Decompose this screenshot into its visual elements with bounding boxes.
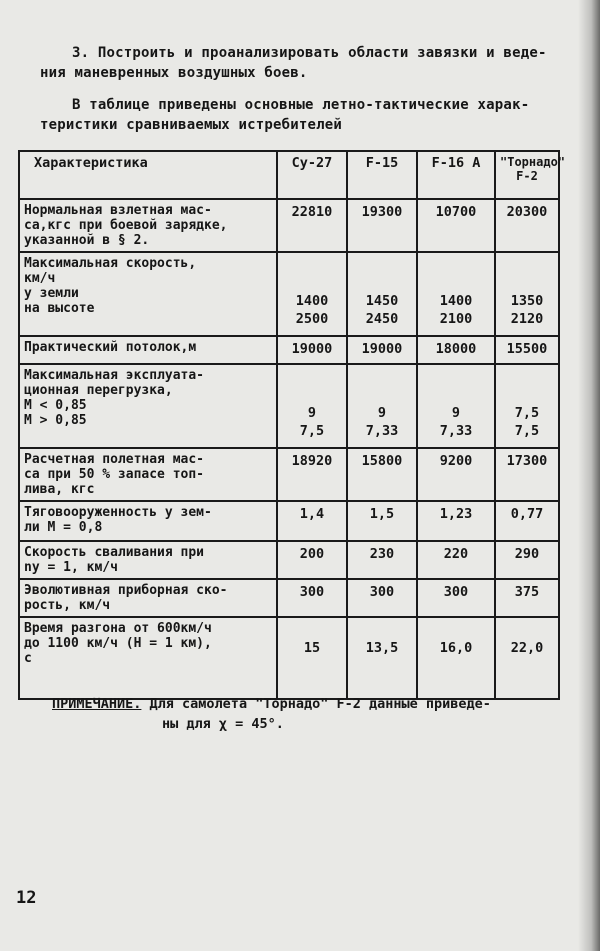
- intro-line-4: теристики сравниваемых истребителей: [40, 117, 343, 133]
- intro-line-2: ния маневренных воздушных боев.: [40, 65, 308, 81]
- cell-su27: 9 7,5: [277, 364, 347, 448]
- cell-su27: 1400 2500: [277, 252, 347, 336]
- cell-su27: 22810: [277, 199, 347, 252]
- cell-tornado: 20300: [495, 199, 559, 252]
- cell-tornado: 7,5 7,5: [495, 364, 559, 448]
- header-characteristic: Характеристика: [19, 151, 277, 199]
- row-label: Максимальная эксплуата- ционная перегрузка, М < 0,85 М > 0,85: [19, 364, 277, 448]
- cell-tornado: 290: [495, 541, 559, 579]
- cell-f16a: 9 7,33: [417, 364, 495, 448]
- cell-f15: 1450 2450: [347, 252, 417, 336]
- table-row: [19, 336, 559, 364]
- page-number: 12: [16, 888, 37, 908]
- fighter-characteristics-table: [18, 150, 566, 700]
- row-label: Время разгона от 600км/ч до 1100 км/ч (Н = 1 км), с: [19, 617, 277, 699]
- cell-tornado: 1350 2120: [495, 252, 559, 336]
- header-tornado: "Торнадо" F-2: [495, 151, 559, 199]
- cell-tornado: 22,0: [495, 617, 559, 699]
- table-row: [19, 617, 559, 699]
- cell-f16a: 10700: [417, 199, 495, 252]
- row-label: Максимальная скорость, км/ч у земли на высоте: [19, 252, 277, 336]
- row-label: Расчетная полетная мас- са при 50 % запасе топ- лива, кгс: [19, 448, 277, 501]
- cell-tornado: 0,77: [495, 501, 559, 541]
- intro-line-1: 3. Построить и проанализировать области завязки и веде-: [72, 45, 547, 61]
- table-row: [19, 448, 559, 501]
- cell-f16a: 1,23: [417, 501, 495, 541]
- table-row: [19, 364, 559, 448]
- table-row: [19, 541, 559, 579]
- cell-f15: 300: [347, 579, 417, 617]
- intro-line-3: В таблице приведены основные летно-тактические харак-: [72, 97, 530, 113]
- row-label: Практический потолок,м: [19, 336, 277, 364]
- table-row: [19, 501, 559, 541]
- table-header-row: [19, 151, 559, 199]
- table-row: [19, 579, 559, 617]
- cell-f16a: 1400 2100: [417, 252, 495, 336]
- row-label: Эволютивная приборная ско- рость, км/ч: [19, 579, 277, 617]
- row-label: Скорость сваливания при ny = 1, км/ч: [19, 541, 277, 579]
- table-note: [52, 694, 491, 734]
- note-text-2: ны для χ = 45°.: [162, 716, 284, 732]
- row-label: Нормальная взлетная мас- са,кгс при боевой зарядке, указанной в § 2.: [19, 199, 277, 252]
- cell-f16a: 18000: [417, 336, 495, 364]
- scan-edge-shadow: [578, 0, 600, 951]
- cell-su27: 200: [277, 541, 347, 579]
- cell-su27: 15: [277, 617, 347, 699]
- cell-f15: 230: [347, 541, 417, 579]
- cell-f15: 15800: [347, 448, 417, 501]
- table-row: [19, 252, 559, 336]
- cell-f16a: 300: [417, 579, 495, 617]
- cell-su27: 1,4: [277, 501, 347, 541]
- cell-f15: 19000: [347, 336, 417, 364]
- cell-su27: 18920: [277, 448, 347, 501]
- note-label: ПРИМЕЧАНИЕ.: [52, 696, 142, 712]
- row-label: Тяговооруженность у зем- ли М = 0,8: [19, 501, 277, 541]
- cell-tornado: 15500: [495, 336, 559, 364]
- cell-tornado: 17300: [495, 448, 559, 501]
- cell-f16a: 16,0: [417, 617, 495, 699]
- header-f15: F-15: [347, 151, 417, 199]
- cell-f15: 19300: [347, 199, 417, 252]
- cell-f16a: 220: [417, 541, 495, 579]
- cell-f16a: 9200: [417, 448, 495, 501]
- header-su27: Су-27: [277, 151, 347, 199]
- cell-su27: 300: [277, 579, 347, 617]
- header-f16a: F-16 A: [417, 151, 495, 199]
- cell-su27: 19000: [277, 336, 347, 364]
- table-row: [19, 199, 559, 252]
- cell-tornado: 375: [495, 579, 559, 617]
- cell-f15: 9 7,33: [347, 364, 417, 448]
- cell-f15: 1,5: [347, 501, 417, 541]
- cell-f15: 13,5: [347, 617, 417, 699]
- note-text-1: Для самолета "Торнадо" F-2 данные приведе-: [141, 696, 491, 712]
